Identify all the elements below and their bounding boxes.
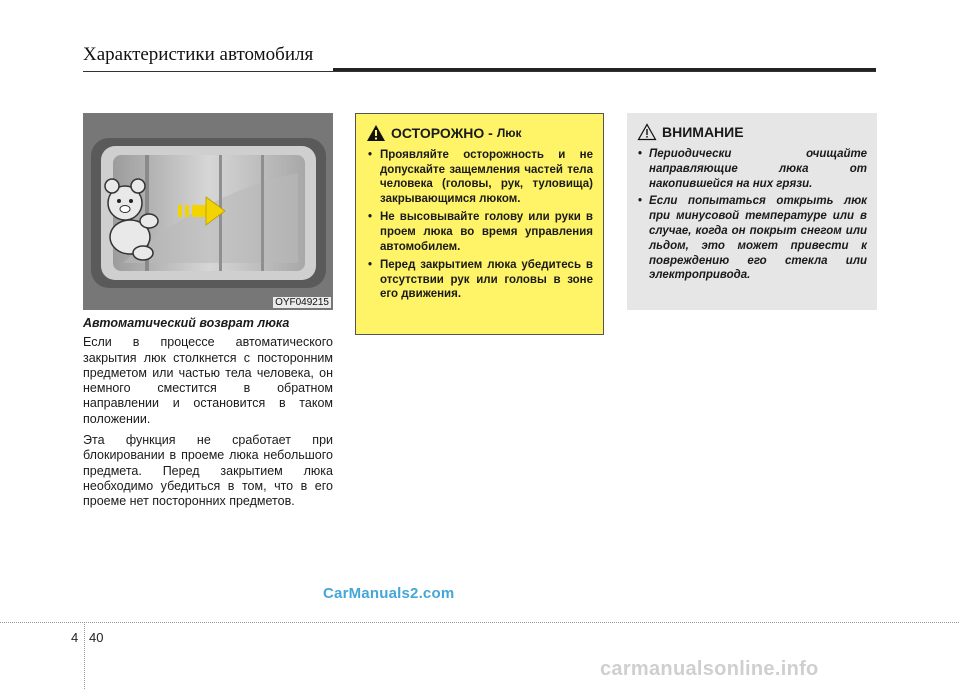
sunroof-photo	[83, 113, 333, 310]
paragraph: Если в процессе автоматического закрытия люк столкнется с посторонним предметом или частью тела человека, он немного сместится в обратном направлении и остановится в таком положении.	[83, 335, 333, 426]
footer-vertical-rule	[84, 622, 85, 689]
warning-box-title	[366, 124, 593, 142]
watermark-link[interactable]: CarManuals2.com	[323, 585, 455, 602]
auto-reverse-section	[83, 316, 333, 516]
caution-list	[637, 147, 867, 283]
watermark-footer: carmanualsonline.info	[600, 658, 819, 680]
list-item: • Периодически очищайте направляющие люка от накопившейся на них грязи.	[637, 147, 867, 191]
footer-rule	[0, 622, 960, 623]
warning-box	[355, 113, 604, 335]
warning-triangle-icon	[366, 124, 386, 142]
warning-subtitle-text: Люк	[496, 126, 522, 140]
warning-title-text: ОСТОРОЖНО -	[391, 125, 493, 141]
header-rule-thin	[83, 71, 876, 72]
paragraph: Эта функция не сработает при блокировании в проеме люка небольшого предмета. Перед закрытием люка необходимо убедиться в том, что в его проеме нет посторонних предметов.	[83, 433, 333, 509]
list-item: • Проявляйте осторожность и не допускайте защемления частей тела человека (головы, рук, туловища) закрывающимся люком.	[366, 148, 593, 206]
chapter-number: 4	[71, 630, 79, 645]
caution-box	[627, 113, 877, 310]
list-item: • Перед закрытием люка убедитесь в отсутствии рук или головы в зоне его движения.	[366, 258, 593, 302]
page-header-title: Характеристики автомобиля	[83, 44, 314, 65]
list-item: • Не высовывайте голову или руки в проем люка во время управления автомобилем.	[366, 210, 593, 254]
caution-title-text: ВНИМАНИЕ	[662, 124, 744, 140]
list-item: • Если попытаться открыть люк при минусовой температуре или в случае, когда он покрыт снегом или льдом, это может привести к повреждению его стекла или электропривода.	[637, 194, 867, 283]
caution-box-title	[637, 123, 867, 141]
photo-code: OYF049215	[275, 297, 329, 308]
warning-list	[366, 148, 593, 302]
caution-triangle-icon	[637, 123, 657, 141]
page-number: 40	[89, 630, 104, 645]
sunroof-illustration	[83, 113, 333, 310]
section-subheading: Автоматический возврат люка	[83, 316, 290, 330]
